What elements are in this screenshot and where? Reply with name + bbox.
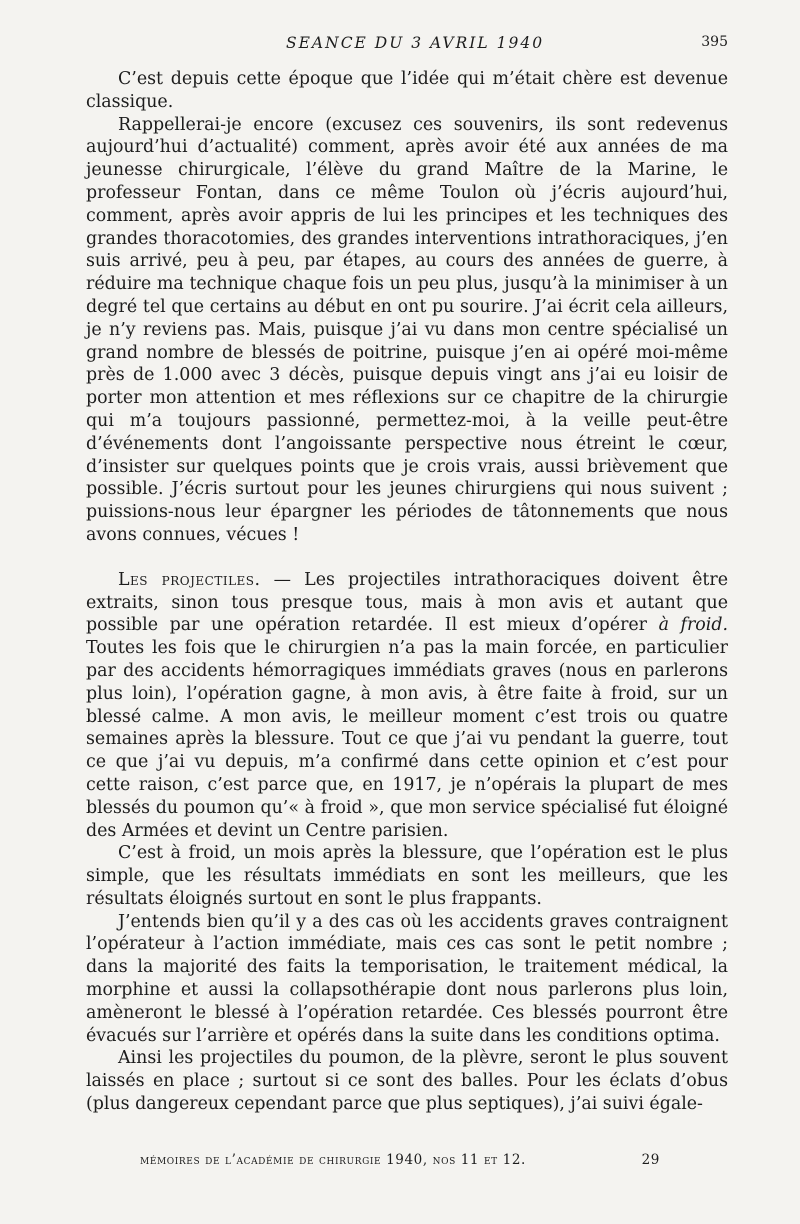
page-footer [140, 1152, 660, 1168]
footer-signature-number: 29 [641, 1152, 660, 1168]
body-text [86, 68, 728, 1116]
footer-journal: mémoires de l’académie de chirurgie 1940, nos 11 et 12. [140, 1152, 526, 1168]
paragraph-5: J’entends bien qu’il y a des cas où les accidents graves contraignent l’opérateur à l’action immédiate, mais ces cas sont le petit nombre ; dans la majorité des faits la temporisation, le traitement médical, la morphine et aussi la collapsothérapie dont nous parlerons plus loin, amèneront le blessé à l’opération retardée. Ces blessés pourront être évacués sur l’arrière et opérés dans la suite dans les conditions optima. [86, 911, 728, 1046]
paragraph-2: Rappellerai-je encore (excusez ces souvenirs, ils sont redevenus aujourd’hui d’actualité) comment, après avoir été aux années de ma jeunesse chirurgicale, l’élève du grand Maître de la Marine, le professeur Fontan, dans ce même Toulon où j’écris aujourd’hui, comment, après avoir appris de lui les principes et les techniques des grandes thoracotomies, des grandes interventions intrathoraciques, j’en suis arrivé, peu à peu, par étapes, au cours des années de guerre, à réduire ma technique chaque fois un peu plus, jusqu’à la minimiser à un degré tel que certains au début en ont pu sourire. J’ai écrit cela ailleurs, je n’y reviens pas. Mais, puisque j’ai vu dans mon centre spécialisé un grand nombre de blessés de poitrine, puisque j’en ai opéré moi-même près de 1.000 avec 3 décès, puisque depuis vingt ans j’ai eu loisir de porter mon attention et mes réflexions sur ce chapitre de la chirurgie qui m’a toujours passionné, permettez-moi, à la veille peut-être d’événements dont l’angoissante perspective nous étreint le cœur, d’insister sur quelques points que je crois vrais, aussi brièvement que possible. J’écris surtout pour les jeunes chirurgiens qui nous suivent ; puissions-nous leur épargner les périodes de tâtonnements que nous avons connues, vécues ! [86, 114, 728, 545]
document-page [86, 30, 728, 1116]
paragraph-projectiles-emphasis: à froid. [658, 615, 728, 636]
paragraph-6: Ainsi les projectiles du poumon, de la plèvre, seront le plus souvent laissés en place ; surtout si ce sont des balles. Pour les éclats d’obus (plus dangereux cependant parce que plus septiques), j’ai suivi égale- [86, 1048, 728, 1115]
section-heading-projectiles: Les projectiles. [118, 569, 261, 590]
page-number: 395 [701, 34, 728, 50]
paragraph-1: C’est depuis cette époque que l’idée qui m’était chère est devenue classique. [86, 69, 728, 112]
paragraph-4: C’est à froid, un mois après la blessure, que l’opération est le plus simple, que les résultats immédiats en sont les meilleurs, que les résultats éloignés surtout en sont le plus frappants. [86, 843, 728, 909]
paragraph-projectiles-text-b: Toutes les fois que le chirurgien n’a pas la main forcée, en particulier par des accidents hémorragiques immédiats graves (nous en parlerons plus loin), l’opération gagne, à mon avis, à être faite à froid, sur un blessé calme. A mon avis, le meilleur moment c’est trois ou quatre semaines après la blessure. Tout ce que j’ai vu pendant la guerre, tout ce que j’ai vu depuis, m’a confirmé dans cette opinion et c’est pour cette raison, c’est parce que, en 1917, je n’opérais la plupart de mes blessés du poumon qu’« à froid », que mon service spécialisé fut éloigné des Armées et devint un Centre parisien. [86, 638, 728, 841]
paragraph-projectiles-text-a: — Les projectiles intrathoraciques doivent être extraits, sinon tous presque tous, mais à mon avis et autant que possible par une opération retardée. Il est mieux d’opérer [86, 569, 728, 636]
paragraph-projectiles [86, 569, 728, 843]
running-head-title: SEANCE DU 3 AVRIL 1940 [286, 34, 545, 52]
running-head [86, 30, 728, 60]
